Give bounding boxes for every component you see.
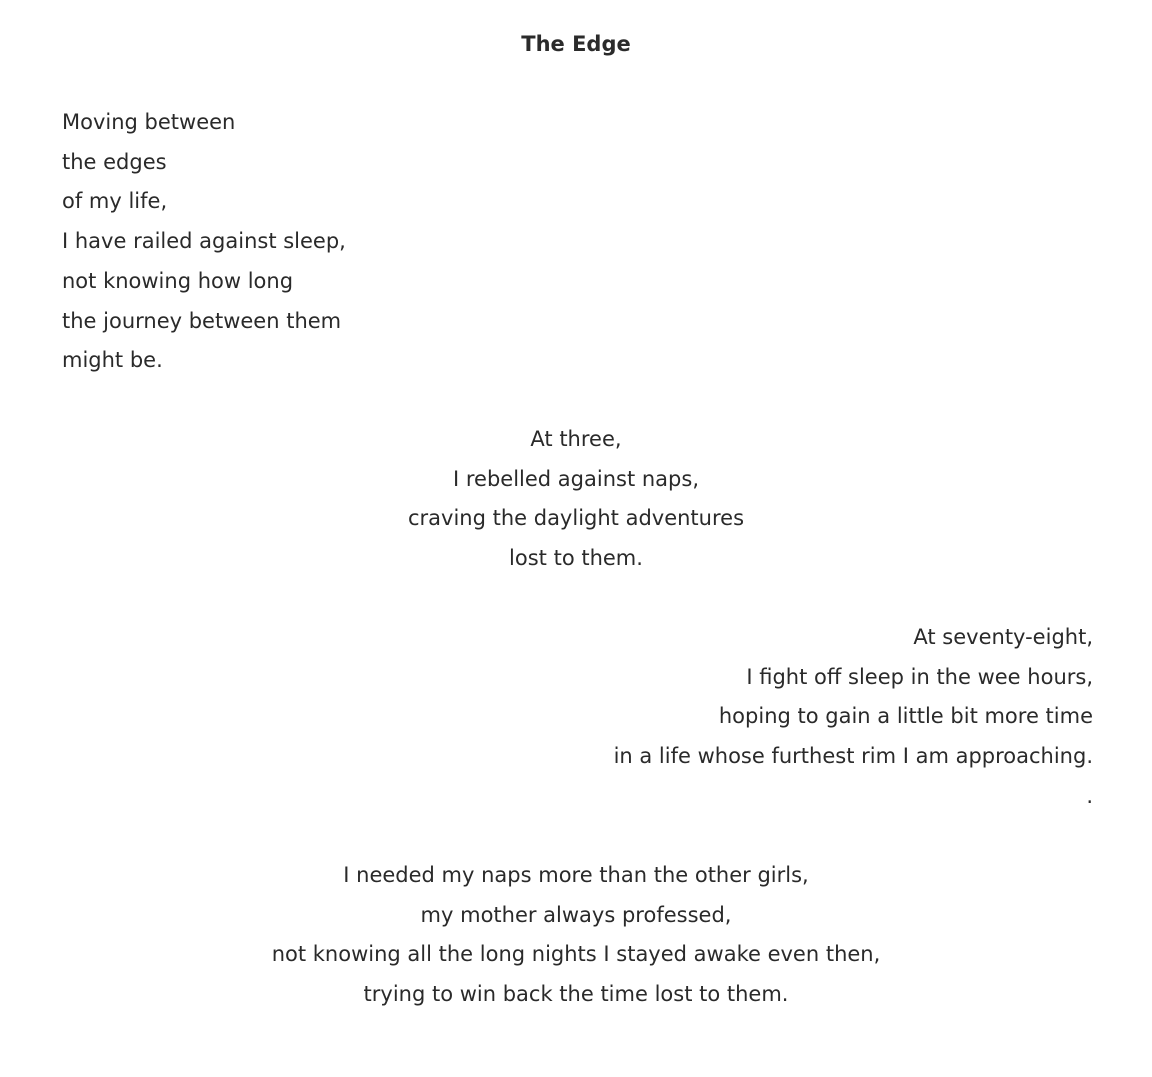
poem-line: trying to win back the time lost to them. — [363, 982, 789, 1007]
poem-line: of my life, — [62, 189, 168, 214]
poem-line: Moving between — [62, 110, 236, 134]
poem-line: might be. — [62, 348, 163, 373]
poem-line: hoping to gain a little bit more time — [718, 704, 1093, 729]
poem-line: lost to them. — [509, 546, 643, 571]
poem-title: The Edge — [521, 32, 631, 56]
poem-line: I rebelled against naps, — [453, 466, 699, 491]
poem-line: not knowing all the long nights I stayed awake even then, — [271, 942, 881, 967]
poem-line: craving the daylight adventures — [407, 506, 745, 531]
poem-line: the edges — [62, 149, 167, 174]
poem-line: my mother always professed, — [420, 902, 732, 927]
stanza-3 — [614, 618, 1093, 817]
poem-line: At three, — [530, 427, 622, 451]
poem-line: in a life whose furthest rim I am approaching. — [613, 744, 1093, 769]
stanza-1 — [62, 103, 346, 381]
stanza-2 — [0, 420, 1152, 579]
poem-line: I have railed against sleep, — [62, 229, 346, 254]
poem-line: At seventy-eight, — [913, 625, 1093, 649]
poem-line: I needed my naps more than the other girls, — [343, 863, 809, 887]
poem-line: not knowing how long — [62, 268, 294, 293]
poem-line: I fight off sleep in the wee hours, — [746, 664, 1093, 689]
poem-line: . — [1086, 783, 1093, 808]
stanza-4 — [0, 856, 1152, 1015]
poem-line: the journey between them — [62, 308, 342, 333]
